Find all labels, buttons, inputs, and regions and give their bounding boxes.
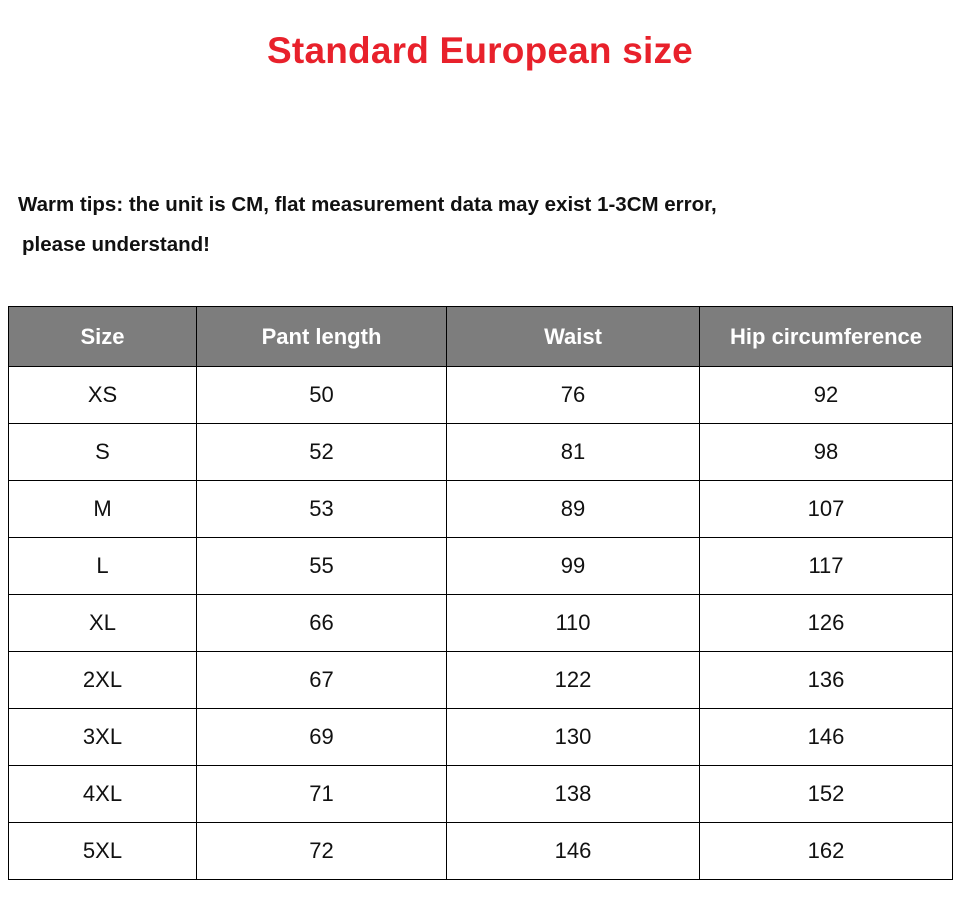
cell-pant-length: 66 [197, 595, 447, 652]
cell-hip: 136 [700, 652, 953, 709]
cell-pant-length: 50 [197, 367, 447, 424]
cell-size: XS [9, 367, 197, 424]
cell-hip: 98 [700, 424, 953, 481]
cell-pant-length: 69 [197, 709, 447, 766]
cell-waist: 130 [447, 709, 700, 766]
cell-hip: 152 [700, 766, 953, 823]
cell-hip: 117 [700, 538, 953, 595]
column-header-size: Size [9, 307, 197, 367]
table-row [9, 652, 953, 709]
column-header-pant-length: Pant length [197, 307, 447, 367]
cell-size: 2XL [9, 652, 197, 709]
table-row [9, 709, 953, 766]
cell-size: M [9, 481, 197, 538]
cell-waist: 138 [447, 766, 700, 823]
cell-pant-length: 53 [197, 481, 447, 538]
warm-tips-line-2: please understand! [22, 232, 210, 256]
cell-hip: 146 [700, 709, 953, 766]
cell-size: 4XL [9, 766, 197, 823]
size-table [8, 306, 953, 880]
cell-waist: 146 [447, 823, 700, 880]
table-row [9, 766, 953, 823]
cell-size: L [9, 538, 197, 595]
cell-size: XL [9, 595, 197, 652]
table-row [9, 538, 953, 595]
column-header-hip-circumference: Hip circumference [700, 307, 953, 367]
cell-pant-length: 55 [197, 538, 447, 595]
cell-size: 3XL [9, 709, 197, 766]
page-title: Standard European size [267, 30, 693, 71]
cell-waist: 99 [447, 538, 700, 595]
table-header-row [9, 307, 953, 367]
cell-waist: 76 [447, 367, 700, 424]
cell-hip: 126 [700, 595, 953, 652]
cell-waist: 81 [447, 424, 700, 481]
cell-size: 5XL [9, 823, 197, 880]
cell-hip: 107 [700, 481, 953, 538]
cell-pant-length: 72 [197, 823, 447, 880]
cell-size: S [9, 424, 197, 481]
table-row [9, 481, 953, 538]
cell-hip: 92 [700, 367, 953, 424]
table-row [9, 823, 953, 880]
warm-tips-line-1: Warm tips: the unit is CM, flat measurement data may exist 1-3CM error, [18, 193, 717, 217]
cell-waist: 110 [447, 595, 700, 652]
table-row [9, 367, 953, 424]
cell-waist: 89 [447, 481, 700, 538]
cell-hip: 162 [700, 823, 953, 880]
table-row [9, 424, 953, 481]
cell-pant-length: 67 [197, 652, 447, 709]
column-header-waist: Waist [447, 307, 700, 367]
table-row [9, 595, 953, 652]
cell-waist: 122 [447, 652, 700, 709]
cell-pant-length: 52 [197, 424, 447, 481]
cell-pant-length: 71 [197, 766, 447, 823]
